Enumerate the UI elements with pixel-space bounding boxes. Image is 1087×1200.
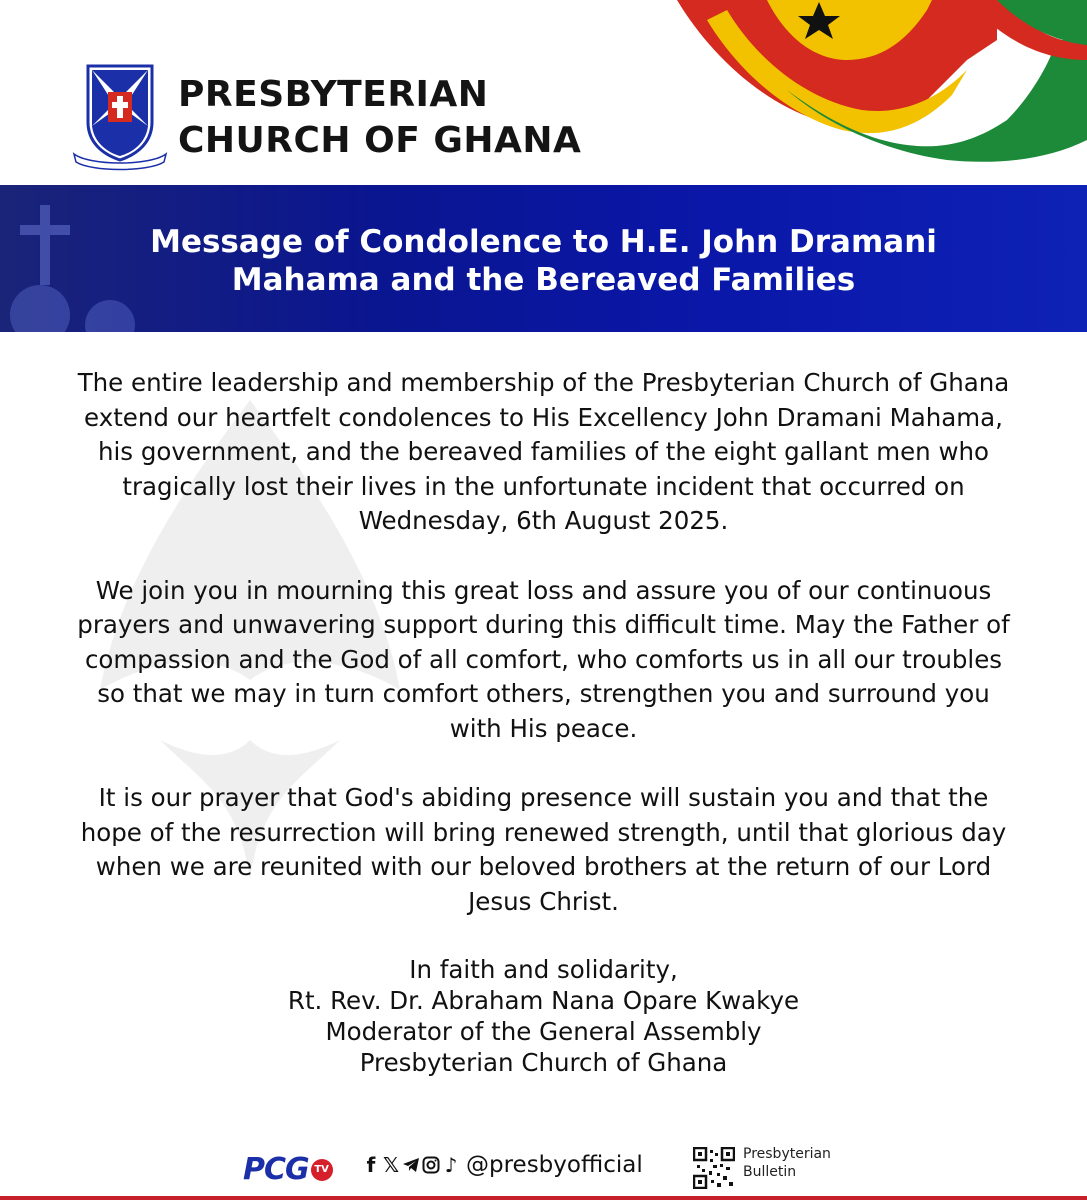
body-paragraph-2: We join you in mourning this great loss and assure you of our continuous prayers and unwavering support during this difficult time. May the Father of compassion and the God of all comfort, who comforts us in all our troubles so that we may in turn comfort others, strengthen you and surround you with His peace. — [77, 575, 1010, 743]
qr-code-icon — [693, 1147, 735, 1189]
org-name-line2: CHURCH OF GHANA — [178, 120, 582, 161]
title-line1: Message of Condolence to H.E. John Dramani — [150, 224, 937, 260]
message-body — [70, 366, 1017, 1078]
pcg-logo-text: PCG — [243, 1152, 309, 1187]
bulletin-line2: Bulletin — [743, 1164, 797, 1180]
social-handle[interactable]: @presbyofficial — [466, 1152, 643, 1178]
title-banner — [0, 185, 1087, 332]
tv-badge: TV — [311, 1159, 333, 1181]
signoff-closing: In faith and solidarity, — [409, 955, 678, 984]
signoff-name: Rt. Rev. Dr. Abraham Nana Opare Kwakye — [287, 986, 800, 1015]
body-paragraph-3: It is our prayer that God's abiding presence will sustain you and that the hope of the resurrection will bring renewed strength, until that glorious day when we are reunited with our beloved brothers at the return of our Lord Jesus Christ. — [80, 783, 1007, 916]
ghana-flag-ribbon — [667, 0, 1087, 175]
telegram-icon[interactable] — [402, 1154, 420, 1176]
bottom-stripe — [0, 1196, 1087, 1200]
signoff-title: Moderator of the General Assembly — [325, 1017, 762, 1046]
bulletin-line1: Presbyterian — [743, 1146, 831, 1162]
signoff — [70, 954, 1017, 1078]
org-name — [178, 74, 582, 161]
social-links — [362, 1152, 643, 1178]
pcg-tv-logo[interactable] — [243, 1152, 333, 1187]
signoff-org: Presbyterian Church of Ghana — [359, 1048, 728, 1077]
instagram-icon[interactable] — [422, 1154, 440, 1176]
church-crest-icon — [70, 62, 170, 174]
header-logo — [70, 62, 581, 174]
footer — [0, 1140, 1087, 1200]
x-icon[interactable]: 𝕏 — [382, 1153, 400, 1177]
message-title — [80, 223, 1007, 299]
org-name-line1: PRESBYTERIAN — [178, 74, 489, 115]
facebook-icon[interactable]: f — [366, 1153, 376, 1177]
title-line2: Mahama and the Bereaved Families — [231, 262, 856, 298]
body-paragraph-1: The entire leadership and membership of the Presbyterian Church of Ghana extend our heartfelt condolences to His Excellency John Dramani Mahama, his government, and the bereaved families of the eight gallant men who tragically lost their lives in the unfortunate incident that occurred on Wednesday, 6th August 2025. — [77, 368, 1010, 535]
bulletin-label — [743, 1145, 831, 1181]
tiktok-icon[interactable]: ♪ — [444, 1153, 458, 1177]
